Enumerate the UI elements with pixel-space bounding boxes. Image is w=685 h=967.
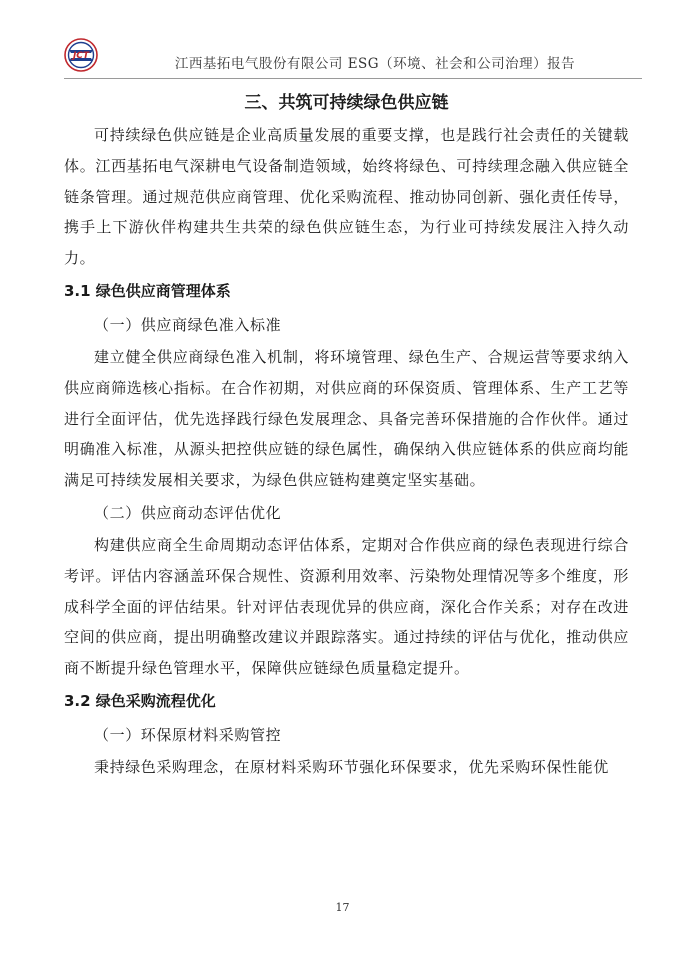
- item-title-supplier-evaluation: （二）供应商动态评估优化: [94, 503, 282, 522]
- subsection-title-3-2: 3.2 绿色采购流程优化: [64, 691, 216, 710]
- paragraph-material-procurement: 秉持绿色采购理念，在原材料采购环节强化环保要求，优先采购环保性能优: [94, 757, 609, 776]
- item-title-material-procurement: （一）环保原材料采购管控: [94, 725, 282, 744]
- paragraph-supplier-evaluation: 构建供应商全生命周期动态评估体系，定期对合作供应商的绿色表现进行综合考评。评估内容涵盖环保合规性、资源利用效率、污染物处理情况等多个维度，形成科学全面的评估结果。针对评估表现优异的供应商，深化合作关系；对存在改进空间的供应商，提出明确整改建议并跟踪落实。通过持续的评估与优化，推动供应商不断提升绿色管理水平，保障供应链绿色质量稳定提升。: [64, 535, 629, 678]
- page-number: 17: [335, 901, 350, 914]
- svg-text:JCT: JCT: [72, 51, 90, 61]
- company-logo-icon: [64, 38, 98, 72]
- section-title: 三、共筑可持续绿色供应链: [244, 93, 449, 113]
- page-content: [64, 86, 629, 783]
- item-title-supplier-admission: （一）供应商绿色准入标准: [94, 315, 282, 334]
- report-header-title: 江西基拓电气股份有限公司 ESG（环境、社会和公司治理）报告: [174, 56, 576, 72]
- paragraph-supplier-admission: 建立健全供应商绿色准入机制，将环境管理、绿色生产、合规运营等要求纳入供应商筛选核心指标。在合作初期，对供应商的环保资质、管理体系、生产工艺等进行全面评估，优先选择践行绿色发展理念、具备完善环保措施的合作伙伴。通过明确准入标准，从源头把控供应链的绿色属性，确保纳入供应链体系的供应商均能满足可持续发展相关要求，为绿色供应链构建奠定坚实基础。: [64, 347, 629, 490]
- subsection-title-3-1: 3.1 绿色供应商管理体系: [64, 281, 231, 300]
- header-divider: [64, 78, 642, 79]
- page-header: [64, 38, 642, 76]
- section-intro-paragraph: 可持续绿色供应链是企业高质量发展的重要支撑，也是践行社会责任的关键载体。江西基拓电气深耕电气设备制造领域，始终将绿色、可持续理念融入供应链全链条管理。通过规范供应商管理、优化采购流程、推动协同创新、强化责任传导，携手上下游伙伴构建共生共荣的绿色供应链生态，为行业可持续发展注入持久动力。: [64, 126, 629, 268]
